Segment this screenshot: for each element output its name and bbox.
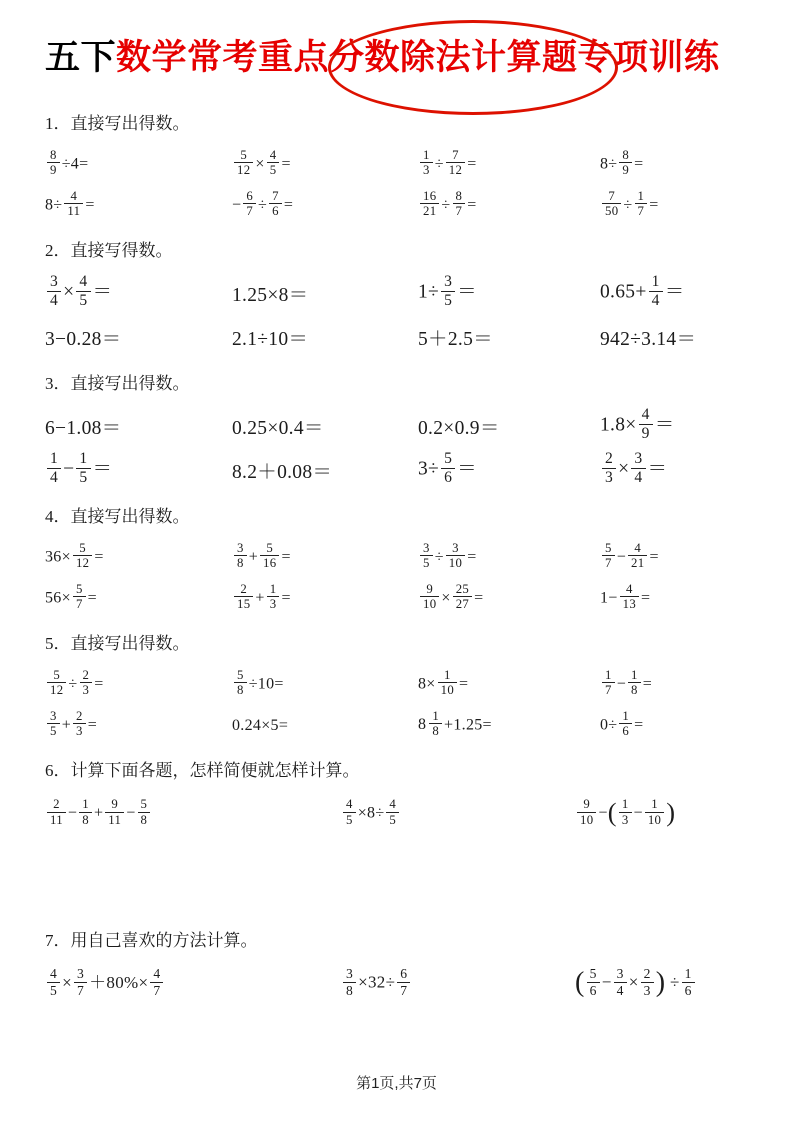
expression-row (45, 144, 757, 185)
math-expression: 1.8× $\frac{4}{9}$ ＝ (600, 406, 675, 442)
section-5-label: 5．直接写出得数。 (45, 634, 190, 653)
expression-row (45, 664, 757, 705)
math-expression: 3÷ $\frac{5}{6}$ ＝ (418, 450, 477, 486)
math-expression: 0.25×0.4＝ (232, 418, 324, 439)
expression-row (45, 404, 757, 448)
expression-row (45, 271, 757, 315)
expression-row (45, 448, 757, 492)
section-1-label: 1．直接写出得数。 (45, 114, 190, 133)
expression-row (45, 705, 757, 746)
math-expression: $\frac{9}{10}$ −( $\frac{1}{3}$ − $\frac{1}{10}$ ) (575, 799, 757, 829)
math-expression: $\frac{3}{5}$ + $\frac{2}{3}$ = (45, 711, 232, 741)
section-2-label: 2．直接写得数。 (45, 241, 173, 260)
page-title (45, 30, 757, 86)
math-expression: 8 $\frac{1}{8}$ +1.25= (418, 708, 492, 738)
math-expression: $\frac{4}{5}$ ×8÷ $\frac{4}{5}$ (341, 799, 575, 829)
math-expression: 36× $\frac{5}{12}$ = (45, 540, 104, 570)
section-5 (45, 632, 757, 746)
section-4-label: 4．直接写出得数。 (45, 507, 190, 526)
expression-row (45, 578, 757, 619)
math-expression: $\frac{3}{8}$ + $\frac{5}{16}$ = (232, 543, 418, 573)
expression-row (45, 791, 757, 837)
math-expression: $\frac{3}{5}$ ÷ $\frac{3}{10}$ = (418, 543, 600, 573)
section-4 (45, 505, 757, 619)
math-expression: 942÷3.14＝ (600, 329, 697, 350)
section-3-label: 3．直接写出得数。 (45, 374, 190, 393)
expression-row (45, 315, 757, 359)
math-expression: 0.24×5= (232, 716, 289, 734)
math-expression: $\frac{5}{8}$ ÷10= (232, 670, 418, 700)
math-expression: $\frac{1}{7}$ − $\frac{1}{8}$ = (600, 670, 757, 700)
math-expression: $\frac{8}{9}$ ÷4= (45, 150, 232, 180)
section-7 (45, 929, 757, 1007)
math-expression: $\frac{5}{12}$ × $\frac{4}{5}$ = (232, 150, 418, 180)
math-expression: 8÷ $\frac{4}{11}$ = (45, 188, 95, 218)
math-expression: 1− $\frac{4}{13}$ = (600, 581, 651, 611)
title-prefix: 五下 (45, 38, 117, 77)
math-expression: 56× $\frac{5}{7}$ = (45, 581, 97, 611)
math-expression: $\frac{1}{3}$ ÷ $\frac{7}{12}$ = (418, 150, 600, 180)
expression-row (45, 185, 757, 226)
math-expression: $\frac{3}{4}$ × $\frac{4}{5}$ ＝ (45, 275, 232, 311)
math-expression: 8÷ $\frac{8}{9}$ = (600, 147, 644, 177)
math-expression: 3−0.28＝ (45, 329, 122, 350)
math-expression: $\frac{9}{10}$ × $\frac{25}{27}$ = (418, 584, 600, 614)
math-expression: $\frac{5}{12}$ ÷ $\frac{2}{3}$ = (45, 670, 232, 700)
math-expression: 8× $\frac{1}{10}$ = (418, 667, 469, 697)
math-expression: ( $\frac{5}{6}$ − $\frac{3}{4}$ × $\frac{2}{3}$ ) ÷ $\frac{1}{6}$ (575, 968, 757, 999)
math-expression: $\frac{2}{15}$ + $\frac{1}{3}$ = (232, 584, 418, 614)
page-number: 第1页,共7页 (356, 1075, 437, 1092)
section-6-label: 6．计算下面各题，怎样简便就怎样计算。 (45, 761, 360, 780)
math-expression: 2.1÷10＝ (232, 329, 309, 350)
math-expression: $\frac{7}{50}$ ÷ $\frac{1}{7}$ = (600, 191, 757, 221)
section-1 (45, 112, 757, 226)
math-expression: 1÷ $\frac{3}{5}$ ＝ (418, 273, 477, 309)
math-expression: 8.2＋0.08＝ (232, 462, 333, 483)
math-expression: 6−1.08＝ (45, 418, 122, 439)
math-expression: $\frac{5}{7}$ − $\frac{4}{21}$ = (600, 543, 757, 573)
title-highlight: 数学常考重点分数除法计算题专项训练 (116, 38, 720, 77)
math-expression: $\frac{16}{21}$ ÷ $\frac{8}{7}$ = (418, 191, 600, 221)
math-expression: 0.65+ $\frac{1}{4}$ ＝ (600, 273, 685, 309)
math-expression: $\frac{2}{3}$ × $\frac{3}{4}$ ＝ (600, 452, 757, 488)
math-expression: 0÷ $\frac{1}{6}$ = (600, 708, 644, 738)
math-expression: $\frac{1}{4}$ − $\frac{1}{5}$ ＝ (45, 452, 232, 488)
math-expression: 0.2×0.9＝ (418, 418, 500, 439)
math-expression: − $\frac{6}{7}$ ÷ $\frac{7}{6}$ = (232, 188, 294, 218)
section-3 (45, 372, 757, 492)
math-expression: $\frac{2}{11}$ − $\frac{1}{8}$ + $\frac{9}{11}$ − $\frac{5}{8}$ (45, 799, 341, 829)
section-2 (45, 239, 757, 359)
math-expression: $\frac{3}{8}$ ×32÷ $\frac{6}{7}$ (341, 968, 575, 999)
section-7-label: 7．用自己喜欢的方法计算。 (45, 931, 258, 950)
section-6 (45, 759, 757, 837)
expression-row (45, 537, 757, 578)
expression-row (45, 961, 757, 1007)
math-expression: $\frac{4}{5}$ × $\frac{3}{7}$ ＋80%× $\frac{4}{7}$ (45, 968, 341, 1000)
math-expression: 1.25×8＝ (232, 285, 309, 306)
math-expression: 5＋2.5＝ (418, 329, 493, 350)
